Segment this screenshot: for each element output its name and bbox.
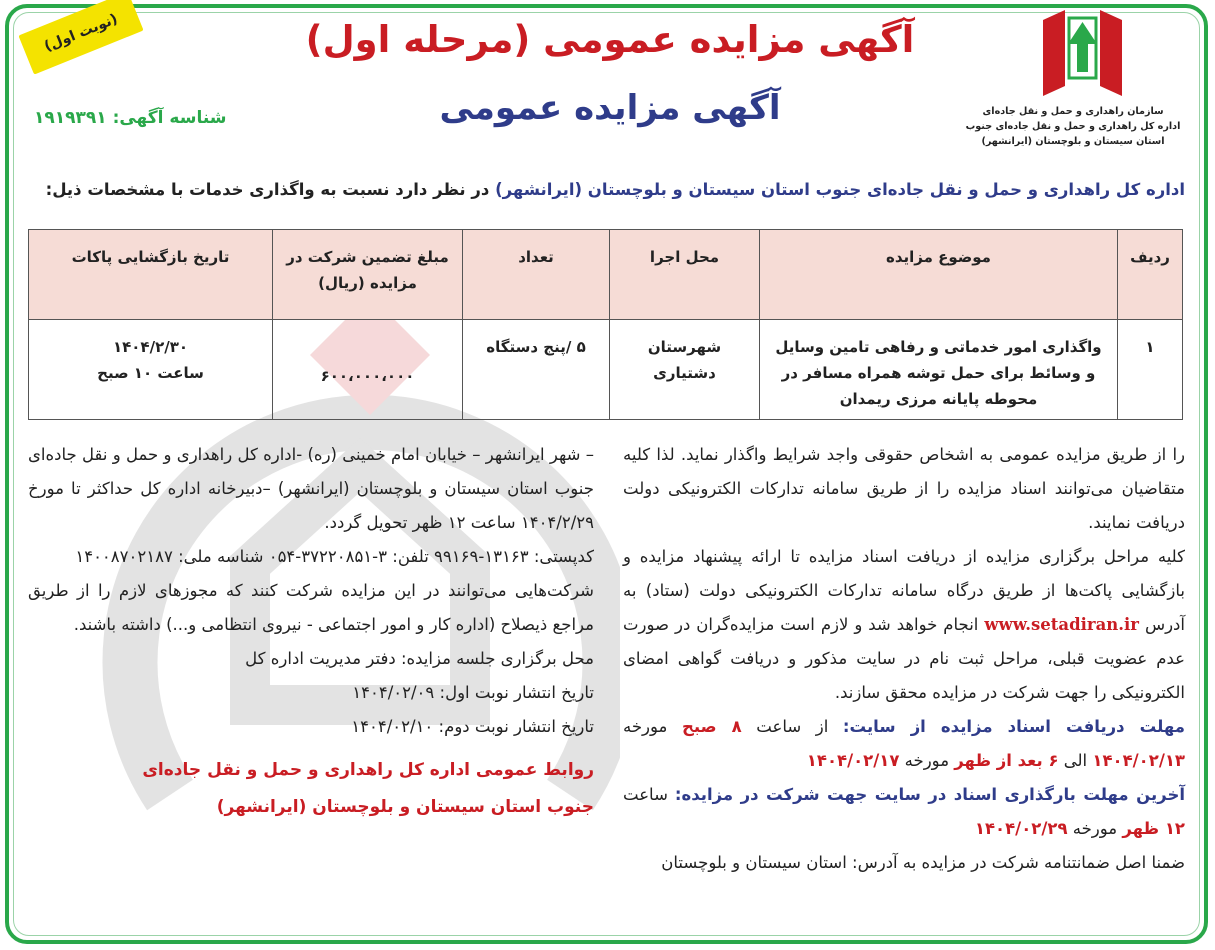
round-badge-label: (نوبت اول): [42, 11, 120, 55]
upload-text: مورخه: [1067, 819, 1123, 838]
setad-link[interactable]: www.setadiran.ir: [984, 615, 1139, 634]
ministry-logo-icon: [1035, 8, 1130, 98]
opening-time: ساعت ۱۰ صبح: [97, 364, 204, 382]
upload-deadline: [623, 778, 1185, 846]
amount-value: ۶۰۰،۰۰۰،۰۰۰: [320, 367, 415, 385]
cell-opening-date: [29, 320, 273, 420]
col-header-amount: مبلغ تضمین شرکت در مزایده (ریال): [273, 230, 463, 320]
left-column: [28, 438, 594, 826]
auction-table: [28, 229, 1183, 420]
ad-id-label: شناسه آگهی:: [112, 108, 227, 128]
paragraph: شرکت‌هایی می‌توانند در این مزایده شرکت کنند که مجوزهای لازم را از طریق مراجع ذیصلاح (اداره کار و امور اجتماعی - نیروی انتظامی و...) داشته باشند.: [28, 581, 594, 634]
deadline-text: مورخه: [623, 717, 682, 736]
contact-info: کدپستی: ۱۳۱۶۳-۹۹۱۶۹ تلفن: ۳-۳۷۲۲۰۸۵۱-۰۵۴ شناسه ملی: ۱۴۰۰۸۷۰۲۱۸۷: [75, 547, 594, 566]
sub-title: آگهی مزایده عمومی: [439, 88, 781, 128]
org-line: اداره کل راهداری و حمل و نقل جاده‌ای جنوب: [965, 121, 1181, 132]
table-row: [29, 320, 1183, 420]
cell-count: ۵ /پنج دستگاه: [463, 320, 610, 420]
download-deadline: [623, 710, 1185, 778]
deadline-text: از ساعت: [741, 717, 843, 736]
location-line: شهرستان: [647, 338, 722, 356]
ad-id-value: ۱۹۱۹۳۹۱: [34, 108, 107, 128]
cell-amount: [273, 320, 463, 420]
col-header-location: محل اجرا: [610, 230, 760, 320]
deadline-time: ۶ بعد از ظهر: [954, 751, 1059, 770]
upload-text: ساعت: [623, 785, 675, 804]
upload-date: ۱۴۰۴/۰۲/۲۹: [974, 819, 1068, 838]
location-line: دشتیاری: [653, 364, 716, 382]
publish-date-first: تاریخ انتشار نوبت اول: ۱۴۰۴/۰۲/۰۹: [352, 683, 594, 702]
signature-line: روابط عمومی اداره کل راهداری و حمل و نقل جاده‌ای: [142, 760, 594, 780]
upload-label: آخرین مهلت بارگذاری اسناد در سایت جهت شرکت در مزایده:: [674, 785, 1185, 804]
paragraph-text: انجام خواهد شد و لازم است مزایده‌گران در صورت عدم عضویت قبلی، مراحل ثبت نام در سایت مذکور و دریافت گواهی امضای الکترونیکی را جهت شرکت در مزایده محقق سازند.: [623, 615, 1185, 702]
deadline-date: ۱۴۰۴/۰۲/۱۷: [806, 751, 900, 770]
intro-rest: در نظر دارد نسبت به واگذاری خدمات با مشخصات ذیل:: [45, 180, 496, 199]
deadline-text: الی: [1058, 751, 1093, 770]
paragraph: را از طریق مزایده عمومی به اشخاص حقوقی واجد شرایط واگذار نماید. لذا کلیه متقاضیان می‌توانند اسناد مزایده را از طریق سامانه تدارکات الکترونیکی دولت دریافت نمایند.: [623, 445, 1185, 532]
deadline-date: ۱۴۰۴/۰۲/۱۳: [1092, 751, 1185, 770]
intro-org: اداره کل راهداری و حمل و نقل جاده‌ای جنوب استان سیستان و بلوچستان (ایرانشهر): [495, 180, 1185, 199]
intro-text: [25, 180, 1185, 199]
org-name: [963, 104, 1183, 149]
cell-subject: واگذاری امور خدماتی و رفاهی تامین وسایل و وسائط برای حمل توشه همراه مسافر در محوطه پایانه مرزی ریمدان: [760, 320, 1118, 420]
deadline-time: ۸ صبح: [681, 717, 742, 736]
col-header-count: تعداد: [463, 230, 610, 320]
signature-line: جنوب استان سیستان و بلوچستان (ایرانشهر): [216, 797, 594, 817]
public-relations-signature: [28, 752, 594, 826]
paragraph: ضمنا اصل ضمانتنامه شرکت در مزایده به آدرس: استان سیستان و بلوچستان: [661, 853, 1185, 872]
paragraph: – شهر ایرانشهر – خیابان امام خمینی (ره) -اداره کل راهداری و حمل و نقل جاده‌ای جنوب استان سیستان و بلوچستان (ایرانشهر) –دبیرخانه اداره کل حداکثر تا مورخ ۱۴۰۴/۲/۲۹ ساعت ۱۲ ظهر تحویل گردد.: [28, 445, 594, 532]
org-line: استان سیستان و بلوچستان (ایرانشهر): [981, 136, 1165, 147]
meeting-location: محل برگزاری جلسه مزایده: دفتر مدیریت اداره کل: [245, 649, 594, 668]
deadline-text: مورخه: [899, 751, 955, 770]
col-header-row-number: ردیف: [1118, 230, 1183, 320]
opening-date: ۱۴۰۴/۲/۳۰: [112, 338, 189, 356]
main-title: آگهی مزایده عمومی (مرحله اول): [305, 18, 915, 61]
org-line: سازمان راهداری و حمل و نقل جاده‌ای: [982, 106, 1164, 117]
col-header-subject: موضوع مزایده: [760, 230, 1118, 320]
upload-time: ۱۲ ظهر: [1122, 819, 1185, 838]
publish-date-second: تاریخ انتشار نوبت دوم: ۱۴۰۴/۰۲/۱۰: [351, 717, 594, 736]
ad-id: [34, 108, 226, 128]
paragraph-text: کلیه مراحل برگزاری مزایده از دریافت اسناد مزایده تا ارائه پیشنهاد مزایده و بازگشایی پاکت‌ها از طریق درگاه سامانه تدارکات الکترونیکی دولت (ستاد) به آدرس: [623, 547, 1185, 634]
cell-location: [610, 320, 760, 420]
table-header-row: [29, 230, 1183, 320]
cell-row-number: ۱: [1118, 320, 1183, 420]
right-column: [623, 438, 1185, 880]
deadline-label: مهلت دریافت اسناد مزایده از سایت:: [842, 717, 1185, 736]
col-header-opening-date: تاریخ بازگشایی پاکات: [29, 230, 273, 320]
paragraph: [623, 540, 1185, 710]
